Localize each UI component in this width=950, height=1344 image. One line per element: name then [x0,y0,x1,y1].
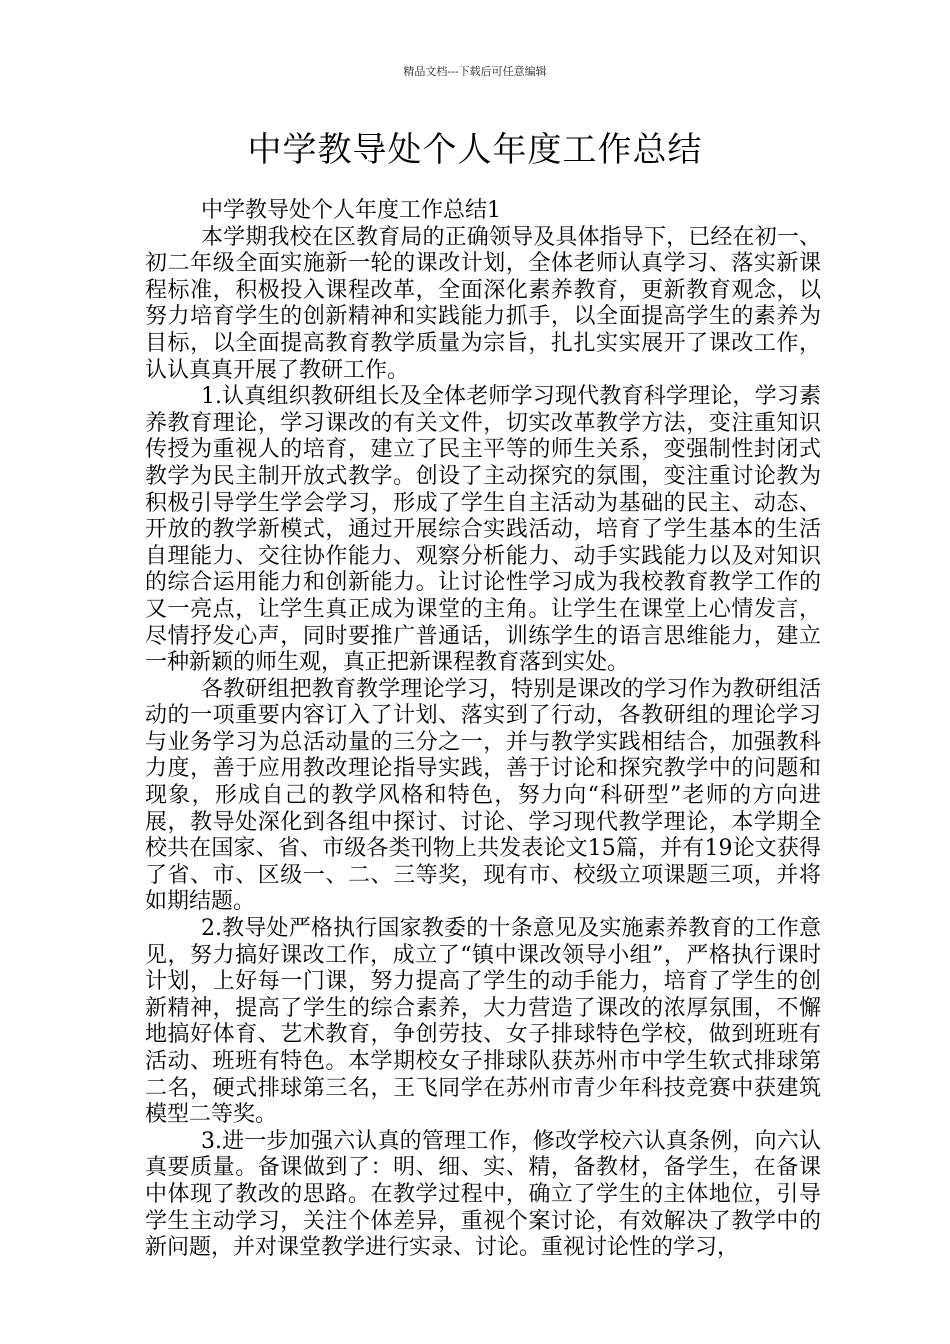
paragraph-item-2: 2.教导处严格执行国家教委的十条意见及实施素养教育的工作意见，努力搞好课改工作，成立了“镇中课改领导小组”，严格执行课时计划，上好每一门课，努力提高了学生的动手能力，培育了学生的创新精神，提高了学生的综合素养，大力营造了课改的浓厚氛围，不懈地搞好体育、艺术教育，争创劳技、女子排球特色学校，做到班班有活动、班班有特色。本学期校女子排球队获苏州市中学生软式排球第二名，硬式排球第三名，王飞同学在苏州市青少年科技竞赛中获建筑模型二等奖。 [145,916,821,1128]
paragraph-intro: 本学期我校在区教育局的正确领导及具体指导下，已经在初一、初二年级全面实施新一轮的课改计划，全体老师认真学习、落实新课程标准，积极投入课程改革，全面深化素养教育，更新教育观念，以努力培育学生的创新精神和实践能力抓手，以全面提高学生的素养为目标，以全面提高教育教学质量为宗旨，扎扎实实展开了课改工作，认认真真开展了教研工作。 [145,224,821,383]
paragraph-item-3: 3.进一步加强六认真的管理工作，修改学校六认真条例，向六认真要质量。备课做到了：明、细、实、精，备教材，备学生，在备课中体现了教改的思路。在教学过程中，确立了学生的主体地位，引导学生主动学习，关注个体差异，重视个案讨论，有效解决了教学中的新问题，并对课堂教学进行实录、讨论。重视讨论性的学习， [145,1128,821,1261]
paragraph-teaching-research: 各教研组把教育教学理论学习，特别是课改的学习作为教研组活动的一项重要内容订入了计划、落实到了行动，各教研组的理论学习与业务学习为总活动量的三分之一，并与教学实践相结合，加强教科力度，善于应用教改理论指导实践，善于讨论和探究教学中的问题和现象，形成自己的教学风格和特色，努力向“科研型”老师的方向进展，教导处深化到各组中探讨、讨论、学习现代教学理论，本学期全校共在国家、省、市级各类刊物上共发表论文15篇，并有19论文获得了省、市、区级一、二、三等奖，现有市、校级立项课题三项，并将如期结题。 [145,676,821,915]
document-title: 中学教导处个人年度工作总结 [247,130,703,170]
section-heading: 中学教导处个人年度工作总结1 [201,198,501,223]
page-header-note: 精品文档---下载后可任意编辑 [403,65,547,78]
paragraph-item-1: 1.认真组织教研组长及全体老师学习现代教育科学理论，学习素养教育理论，学习课改的有关文件，切实改革教学方法，变注重知识传授为重视人的培育，建立了民主平等的师生关系，变强制性封闭式教学为民主制开放式教学。创设了主动探究的氛围，变注重讨论教为积极引导学生学会学习，形成了学生自主活动为基础的民主、动态、开放的教学新模式，通过开展综合实践活动，培育了学生基本的生活自理能力、交往协作能力、观察分析能力、动手实践能力以及对知识的综合运用能力和创新能力。让讨论性学习成为我校教育教学工作的又一亮点，让学生真正成为课堂的主角。让学生在课堂上心情发言，尽情抒发心声，同时要推广普通话，训练学生的语言思维能力，建立一种新颖的师生观，真正把新课程教育落到实处。 [145,384,821,676]
document-body [145,198,821,1262]
